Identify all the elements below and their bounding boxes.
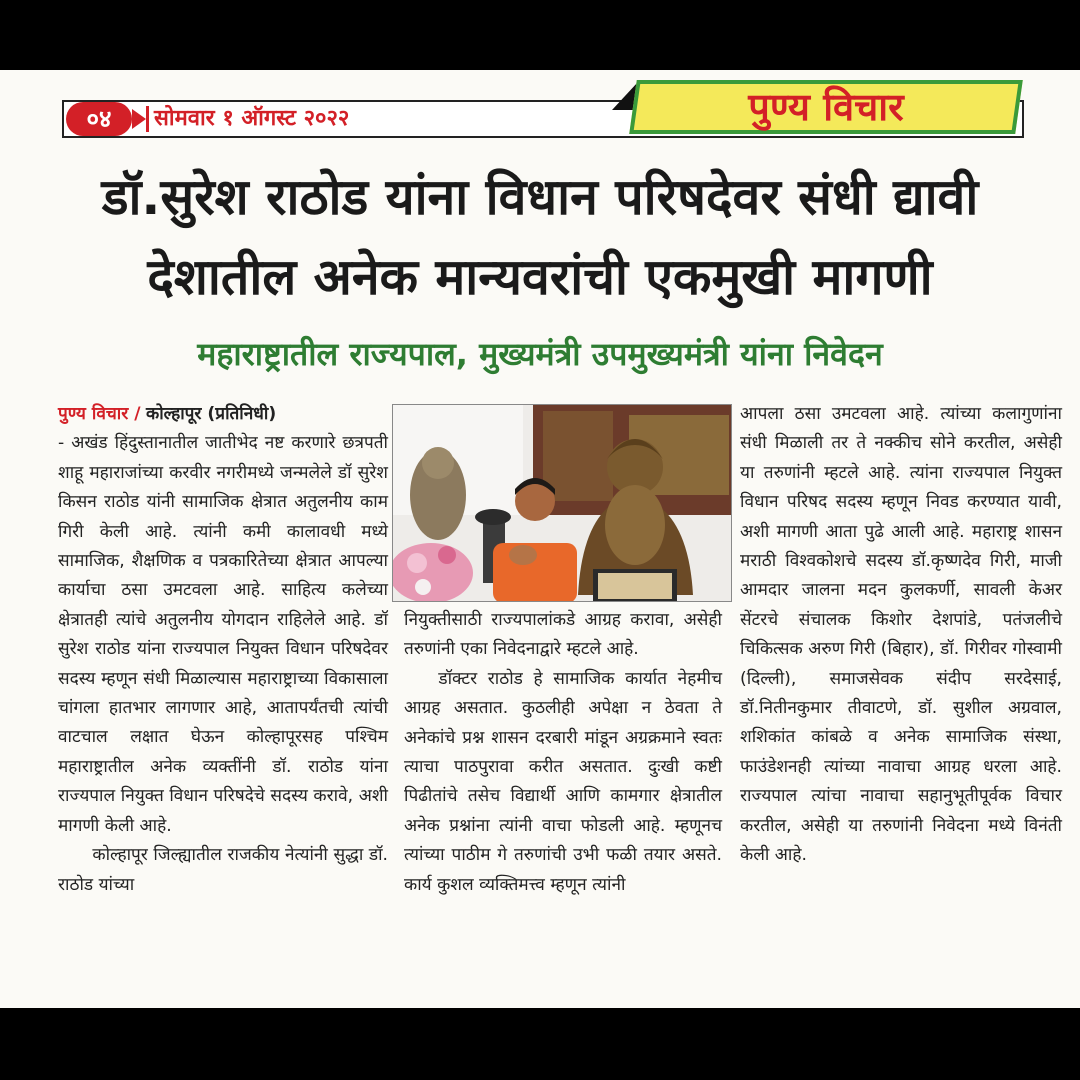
article-paragraph: डॉक्टर राठोड हे सामाजिक कार्यात नेहमीच आग्रह असतात. कुठलीही अपेक्षा न ठेवता ते अनेकांचे प्रश्न शासन दरबारी मांडून अग्रक्रमाने स्वतः त्याचा पाठपुरावा करीत असतात. दुःखी कष्टी पिढीतांचे तसेच विद्यार्थी आणि कामगार क्षेत्रातील अनेक प्रश्नांना त्यांनी वाचा फोडली आहे. म्हणूनच त्यांच्या पाठीम गे तरुणांची उभी फळी तयार असते. कार्य कुशल व्यक्तिमत्त्व म्हणून त्यांनी [404,668,722,895]
article-column-1 [58,400,388,900]
byline [58,400,388,429]
headline-line-2: देशातील अनेक मान्यवरांची एकमुखी मागणी [147,248,933,306]
article-paragraph: आपला ठसा उमटवला आहे. त्यांच्या कलागुणांना संधी मिळाली तर ते नक्कीच सोने करतील, असेही या तरुणांनी म्हटले आहे. त्यांना राज्यपाल नियुक्त विधान परिषद सदस्य म्हणून निवड करण्यात यावी, अशी मागणी आता पुढे आली आहे. महाराष्ट्र शासन मराठी विश्वकोशचे सदस्य डॉ.कृष्णदेव गिरी, माजी आमदार जालना मदन कुलकर्णी, सावली केअर सेंटरचे संचालक किशोर देशपांडे, पतंजलीचे चिकित्सक अरुण गिरी (बिहार), डॉ. गिरीवर गोस्वामी (दिल्ली), समाजसेवक संदीप सरदेसाई, डॉ.नितीनकुमार तीवाटणे, डॉ. सुशील अग्रवाल, शशिकांत कांबळे व अनेक सामाजिक संस्था, फाउंडेशनही त्यांच्या नावाचा आग्रह धरला आहे. राज्यपाल त्यांचा नावाचा सहानुभूतीपूर्वक विचार करतील, असेही या तरुणांनी निवेदना मध्ये विनंती केली आहे. [740,404,1062,866]
byline-place: कोल्हापूर (प्रतिनिधी) [146,404,277,424]
article-column-2 [404,606,722,900]
photo-illustration [393,405,732,602]
page-number-badge: ०४ [66,102,132,136]
article-photo [392,404,732,602]
article-paragraph: - अखंड हिंदुस्तानातील जातीभेद नष्ट करणारे छत्रपती शाहू महाराजांच्या करवीर नगरीमध्ये जन्मलेले डॉ सुरेश किसन राठोड यांनी सामाजिक क्षेत्रात अतुलनीय काम गिरी केली आहे. त्यांनी कमी कालावधी मध्ये सामाजिक, शैक्षणिक व पत्रकारितेच्या क्षेत्रात आपल्या कार्याचा ठसा उमटवला आहे. साहित्य कलेच्या क्षेत्रातही त्यांचे अतुलनीय योगदान राहिलेले आहे. डॉ सुरेश राठोड यांना राज्यपाल नियुक्त विधान परिषदेवर सदस्य म्हणून संधी मिळाल्यास महाराष्ट्राच्या विकासाला चांगला हातभार लागणार आहे, आतापर्यंतची त्यांची वाटचाल लक्षात घेऊन कोल्हापूरसह पश्चिम महाराष्ट्रातील अनेक व्यक्तींनी डॉ. राठोड यांना राज्यपाल नियुक्त विधान परिषदेचे सदस्य करावे, अशी मागणी केली आहे. [58,433,388,836]
issue-date: सोमवार १ ऑगस्ट २०२२ [154,106,350,131]
header-divider [146,106,149,132]
subheadline: महाराष्ट्रातील राज्यपाल, मुख्यमंत्री उपमुख्यमंत्री यांना निवेदन [197,335,883,373]
article-column-3 [740,400,1062,871]
article-paragraph: कोल्हापूर जिल्ह्यातील राजकीय नेत्यांनी सुद्धा डॉ. राठोड यांच्या [58,845,388,895]
section-title: पुण्य विचार [748,85,904,129]
newspaper-page [0,70,1080,1008]
byline-source: पुण्य विचार / [58,404,141,424]
headline-line-1: डॉ.सुरेश राठोड यांना विधान परिषदेवर संधी द्यावी [101,168,979,226]
article-paragraph: नियुक्तीसाठी राज्यपालांकडे आग्रह करावा, असेही तरुणांनी एका निवेदनाद्वारे म्हटले आहे. [404,610,722,660]
